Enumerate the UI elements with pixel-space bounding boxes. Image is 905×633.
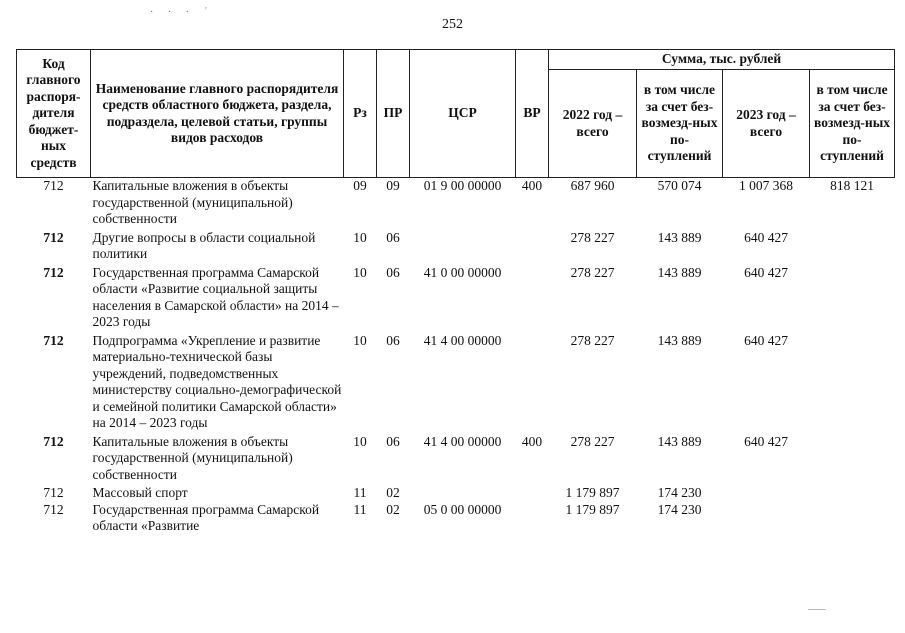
- header-2023-free: в том числе за счет без-возмезд-ных по-ступлений: [810, 70, 895, 178]
- cell-sum-2022: 1 179 897: [565, 501, 620, 517]
- cell-free-2022: 143 889: [657, 229, 702, 245]
- cell-name: Капитальные вложения в объекты государственной (муниципальной) собственности: [92, 178, 293, 226]
- cell-kod: 712: [43, 229, 64, 245]
- cell-kod: 712: [43, 264, 64, 280]
- cell-free-2022: 143 889: [657, 433, 702, 449]
- cell-sum-2023: 640 427: [744, 229, 788, 245]
- cell-csr: 41 0 00 00000: [423, 264, 502, 280]
- cell-free-2023: [810, 230, 895, 263]
- cell-sum-2023: [723, 485, 810, 502]
- cell-free-2022: 174 230: [657, 485, 702, 500]
- cell-free-2023: 818 121: [830, 178, 874, 193]
- cell-rz: 11: [353, 485, 367, 500]
- cell-sum-2022: 278 227: [570, 264, 615, 280]
- table-row: [17, 178, 895, 228]
- cell-rz: 10: [353, 264, 367, 280]
- scan-speck: ': [205, 6, 207, 17]
- cell-rz: 11: [353, 501, 367, 517]
- cell-rz: 10: [353, 433, 367, 449]
- cell-csr: 05 0 00 00000: [423, 501, 502, 517]
- cell-free-2022: 570 074: [657, 178, 702, 193]
- cell-vr: [516, 265, 549, 331]
- cell-csr: 01 9 00 00000: [423, 178, 502, 193]
- cell-vr: [516, 333, 549, 432]
- cell-name: Капитальные вложения в объекты государственной (муниципальной) собственности: [92, 433, 293, 482]
- header-csr: ЦСР: [410, 50, 516, 178]
- cell-kod: 712: [43, 485, 64, 500]
- cell-vr: [516, 230, 549, 263]
- header-summa: Сумма, тыс. рублей: [549, 50, 895, 70]
- cell-sum-2022: 278 227: [570, 332, 615, 348]
- cell-sum-2022: 278 227: [570, 229, 615, 245]
- cell-vr: [516, 502, 549, 535]
- header-2022-free: в том числе за счет без-возмезд-ных по-ступлений: [637, 70, 723, 178]
- cell-sum-2023: 640 427: [744, 433, 788, 449]
- cell-pr: 06: [386, 332, 400, 348]
- cell-free-2023: [810, 485, 895, 502]
- cell-rz: 10: [353, 229, 367, 245]
- scan-mark: [808, 609, 826, 610]
- cell-sum-2023: 1 007 368: [739, 178, 793, 193]
- cell-pr: 02: [386, 485, 400, 500]
- table-row: [17, 333, 895, 432]
- header-kod: Код главного распоря-дителя бюджет-ных средств: [17, 50, 91, 178]
- cell-name: Государственная программа Самарской области «Развитие: [92, 501, 320, 533]
- header-vr: ВР: [516, 50, 549, 178]
- cell-vr: [516, 485, 549, 502]
- cell-kod: 712: [43, 433, 64, 449]
- cell-free-2023: [810, 333, 895, 432]
- cell-sum-2022: 687 960: [570, 178, 615, 193]
- cell-csr: [410, 230, 516, 263]
- cell-sum-2023: [723, 502, 810, 535]
- header-pr: ПР: [377, 50, 410, 178]
- header-2023-total: 2023 год – всего: [723, 70, 810, 178]
- cell-vr: 400: [521, 178, 543, 193]
- cell-pr: 06: [386, 264, 400, 280]
- cell-free-2023: [810, 265, 895, 331]
- header-rz: Рз: [344, 50, 377, 178]
- cell-free-2022: 143 889: [657, 264, 702, 280]
- scan-speck: · · ·: [150, 7, 195, 18]
- table-row: [17, 434, 895, 484]
- cell-kod: 712: [43, 501, 64, 517]
- cell-sum-2022: 278 227: [570, 433, 615, 449]
- header-2022-total: 2022 год – всего: [549, 70, 637, 178]
- cell-free-2023: [810, 502, 895, 535]
- cell-free-2022: 143 889: [657, 332, 702, 348]
- table-row: [17, 265, 895, 331]
- cell-free-2023: [810, 434, 895, 484]
- cell-rz: 10: [353, 332, 367, 348]
- cell-free-2022: 174 230: [657, 501, 702, 517]
- cell-sum-2023: 640 427: [744, 264, 788, 280]
- table-row: [17, 230, 895, 263]
- cell-pr: 02: [386, 501, 400, 517]
- cell-pr: 06: [386, 229, 400, 245]
- cell-csr: 41 4 00 00000: [423, 433, 502, 449]
- cell-pr: 09: [386, 178, 400, 193]
- cell-name: Массовый спорт: [92, 485, 188, 500]
- cell-name: Другие вопросы в области социальной политики: [92, 229, 316, 261]
- table-row: [17, 485, 895, 502]
- cell-rz: 09: [353, 178, 367, 193]
- cell-name: Подпрограмма «Укрепление и развитие материально-технической базы учреждений, подведомственных министерству социально-демографической и семейной политики Самарской области» на 2014 – 2023 годы: [92, 332, 342, 430]
- cell-csr: 41 4 00 00000: [423, 332, 502, 348]
- cell-pr: 06: [386, 433, 400, 449]
- cell-kod: 712: [43, 332, 64, 348]
- cell-csr: [410, 485, 516, 502]
- cell-kod: 712: [43, 178, 64, 193]
- budget-table: [16, 49, 895, 535]
- cell-sum-2023: 640 427: [744, 332, 788, 348]
- cell-vr: 400: [521, 433, 543, 449]
- cell-sum-2022: 1 179 897: [565, 485, 620, 500]
- page-number: 252: [442, 17, 463, 32]
- cell-name: Государственная программа Самарской области «Развитие социальной защиты населения в Самарской области» на 2014 – 2023 годы: [92, 264, 339, 329]
- table-row: [17, 502, 895, 535]
- header-name: Наименование главного распорядителя средств областного бюджета, раздела, подраздела, целевой статьи, группы видов расходов: [91, 50, 344, 178]
